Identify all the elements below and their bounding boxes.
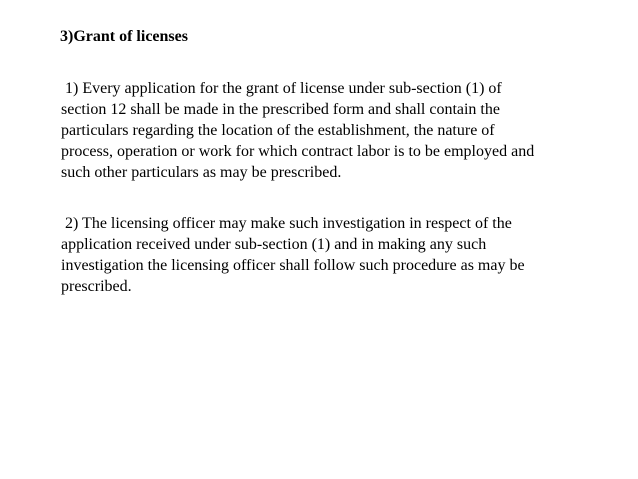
paragraph-line: particulars regarding the location of the establishment, the nature of	[61, 122, 495, 139]
paragraph-line: application received under sub-section (1) and in making any such	[61, 236, 487, 253]
section-heading: 3)Grant of licenses	[60, 28, 188, 45]
paragraph-line: process, operation or work for which contract labor is to be employed and	[61, 143, 535, 160]
paragraph-line: 2) The licensing officer may make such investigation in respect of the	[65, 215, 512, 232]
paragraph-line: investigation the licensing officer shall follow such procedure as may be	[61, 257, 525, 274]
paragraph-2	[61, 213, 621, 297]
paragraph-line: section 12 shall be made in the prescribed form and shall contain the	[61, 101, 500, 118]
paragraph-line: 1) Every application for the grant of license under sub-section (1) of	[65, 80, 502, 97]
paragraph-1	[61, 78, 621, 183]
paragraph-line: such other particulars as may be prescribed.	[61, 164, 342, 181]
paragraph-line: prescribed.	[61, 278, 132, 295]
